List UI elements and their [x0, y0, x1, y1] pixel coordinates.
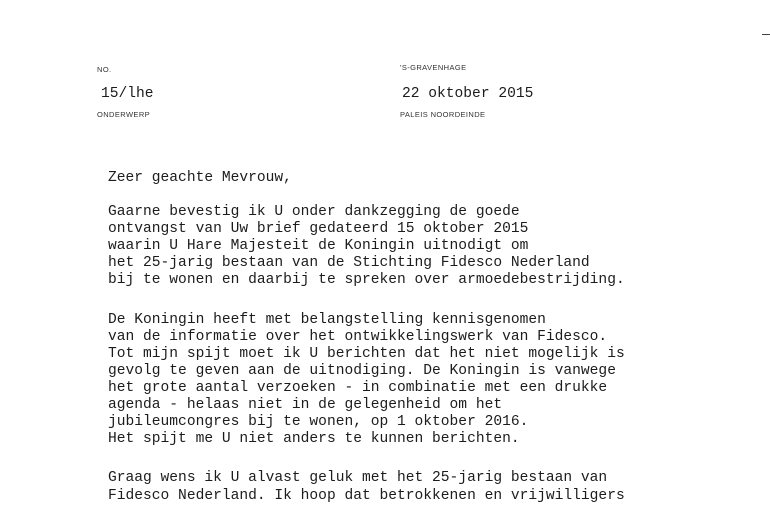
paragraph-2-line-4: gevolg te geven aan de uitnodiging. De Koningin is vanwege — [108, 363, 616, 379]
paragraph-2-line-1: De Koningin heeft met belangstelling kennisgenomen — [108, 312, 546, 328]
subject-label: ONDERWERP — [97, 110, 151, 119]
paragraph-2-line-8: Het spijt me U niet anders te kunnen berichten. — [108, 431, 520, 447]
paragraph-1-line-4: het 25-jarig bestaan van de Stichting Fidesco Nederland — [108, 255, 590, 271]
paragraph-1-line-2: ontvangst van Uw brief gedateerd 15 oktober 2015 — [108, 221, 529, 237]
paragraph-1-line-1: Gaarne bevestig ik U onder dankzegging de goede — [108, 204, 520, 220]
letter-date: 22 oktober 2015 — [402, 86, 534, 102]
fold-mark — [762, 34, 770, 35]
paragraph-2-line-5: het grote aantal verzoeken - in combinatie met een drukke — [108, 380, 608, 396]
paragraph-1-line-3: waarin U Hare Majesteit de Koningin uitnodigt om — [108, 238, 529, 254]
paragraph-3-line-2: Fidesco Nederland. Ik hoop dat betrokkenen en vrijwilligers — [108, 488, 625, 504]
paragraph-2-line-7: jubileumcongres bij te wonen, op 1 oktober 2016. — [108, 414, 529, 430]
sender-address: PALEIS NOORDEINDE — [400, 110, 486, 119]
paragraph-2-line-6: agenda - helaas niet in de gelegenheid om het — [108, 397, 503, 413]
paragraph-1-line-5: bij te wonen en daarbij te spreken over armoedebestrijding. — [108, 272, 625, 288]
paragraph-2-line-2: van de informatie over het ontwikkelingswerk van Fidesco. — [108, 329, 608, 345]
place-label: 'S-GRAVENHAGE — [400, 63, 467, 72]
reference-label: NO. — [97, 65, 112, 74]
paragraph-3-line-1: Graag wens ik U alvast geluk met het 25-jarig bestaan van — [108, 470, 608, 486]
paragraph-2-line-3: Tot mijn spijt moet ik U berichten dat het niet mogelijk is — [108, 346, 625, 362]
reference-number: 15/lhe — [101, 86, 154, 102]
salutation: Zeer geachte Mevrouw, — [108, 170, 292, 186]
